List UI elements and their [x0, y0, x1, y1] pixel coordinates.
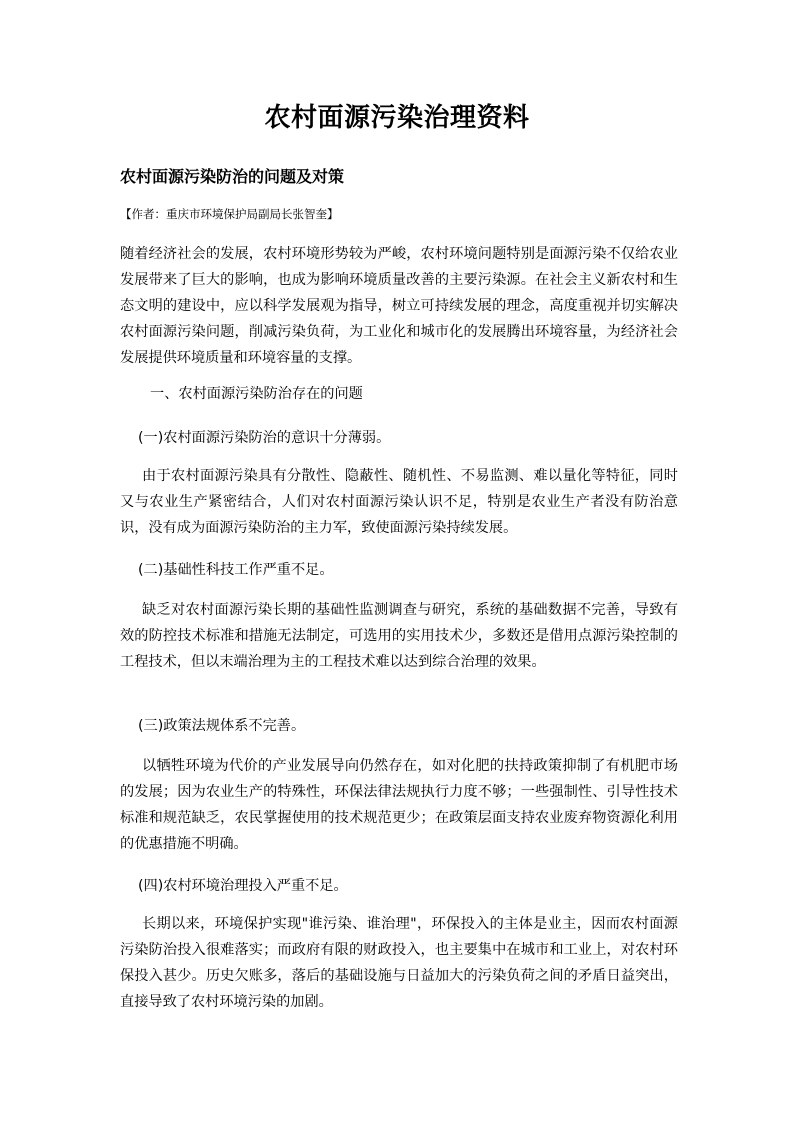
author-line: 【作者：重庆市环境保护局副局长张智奎】: [120, 207, 339, 221]
subsection-paragraph: 由于农村面源污染具有分散性、隐蔽性、随机性、不易监测、难以量化等特征，同时又与农业生产紧密结合，人们对农村面源污染认识不足，特别是农业生产者没有防治意识，没有成为面源污染防治的主力军，致使面源污染持续发展。: [120, 468, 678, 536]
document-title: 农村面源污染治理资料: [264, 103, 530, 133]
subsection-heading: (二)基础性科技工作严重不足。: [138, 562, 334, 578]
article-subtitle: 农村面源污染防治的问题及对策: [120, 167, 345, 186]
subsection-heading: (四)农村环境治理投入严重不足。: [138, 878, 348, 894]
subsection-paragraph: 缺乏对农村面源污染长期的基础性监测调查与研究，系统的基础数据不完善，导致有效的防控技术标准和措施无法制定，可选用的实用技术少，多数还是借用点源污染控制的工程技术，但以末端治理为主的工程技术难以达到综合治理的效果。: [120, 602, 678, 670]
intro-paragraph: 随着经济社会的发展，农村环境形势较为严峻，农村环境问题特别是面源污染不仅给农业发展带来了巨大的影响，也成为影响环境质量改善的主要污染源。在社会主义新农村和生态文明的建设中，应以科学发展观为指导，树立可持续发展的理念，高度重视并切实解决农村面源污染问题，削减污染负荷，为工业化和城市化的发展腾出环境容量，为经济社会发展提供环境质量和环境容量的支撑。: [120, 246, 678, 366]
subsection-paragraph: 长期以来，环境保护实现"谁污染、谁治理"，环保投入的主体是业主，因而农村面源污染防治投入很难落实；而政府有限的财政投入，也主要集中在城市和工业上，对农村环保投入甚少。历史欠账多，落后的基础设施与日益加大的污染负荷之间的矛盾日益突出，直接导致了农村环境污染的加剧。: [120, 916, 678, 1010]
subsection-heading: (一)农村面源污染防治的意识十分薄弱。: [138, 430, 391, 446]
subsection-paragraph: 以牺牲环境为代价的产业发展导向仍然存在，如对化肥的扶持政策抑制了有机肥市场的发展；因为农业生产的特殊性，环保法律法规执行力度不够；一些强制性、引导性技术标准和规范缺乏，农民掌握使用的技术规范更少；在政策层面支持农业废弃物资源化利用的优惠措施不明确。: [120, 758, 678, 852]
subsection-heading: (三)政策法规体系不完善。: [138, 718, 306, 734]
section-heading: 一、农村面源污染防治存在的问题: [150, 386, 363, 402]
